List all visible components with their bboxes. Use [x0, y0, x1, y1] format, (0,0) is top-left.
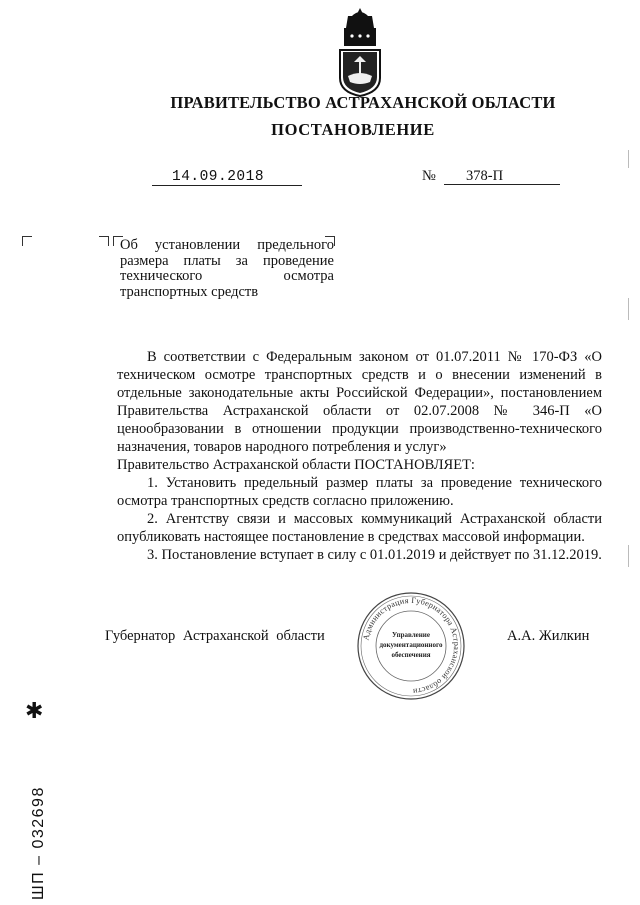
resolves-paragraph: Правительство Астраханской области ПОСТАНОВЛЯЕТ: — [117, 457, 475, 473]
subject-corner-mark-left — [99, 236, 109, 246]
document-body — [117, 348, 602, 564]
document-type-heading: ПОСТАНОВЛЕНИЕ — [271, 120, 435, 139]
coat-of-arms-emblem — [330, 6, 390, 98]
side-serial-code-text: ШП – 032698 — [30, 786, 47, 900]
asterisk-mark: ✱ — [25, 699, 44, 724]
document-subject: Об установлении предельного размера платы за проведение технического осмотра транспортных средств — [120, 237, 334, 300]
document-date: 14.09.2018 — [152, 169, 302, 186]
preamble-paragraph: В соответствии с Федеральным законом от 01.07.2011 № 170-ФЗ «О техническом осмотре транспортных средств и о внесении изменений в отдельные законодательные акты Российской Федерации», постановлением Правительства Астраханской области от 02.07.2008 № 346-П «О ценообразовании в отношении продукции производственно-технического назначения, товаров народного потребления и услуг» — [117, 349, 602, 455]
resolution-item: 3. Постановление вступает в силу с 01.01.2019 и действует по 31.12.2019. — [147, 547, 602, 563]
seal-center-line: документационного — [379, 641, 443, 649]
number-sign: № — [422, 168, 436, 184]
official-seal — [355, 590, 467, 702]
document-number: 378-П — [444, 168, 560, 185]
right-margin-tick — [628, 298, 629, 320]
left-margin-corner-mark — [22, 236, 32, 246]
seal-center-line: Управление — [392, 631, 430, 639]
seal-center-line: обеспечения — [391, 651, 431, 659]
seal-ring-text: Администрация Губернатора Астраханской области — [361, 595, 462, 697]
organization-heading: ПРАВИТЕЛЬСТВО АСТРАХАНСКОЙ ОБЛАСТИ — [170, 93, 556, 112]
signatory-name: А.А. Жилкин — [507, 628, 590, 644]
resolution-item: 1. Установить предельный размер платы за проведение технического осмотра транспортных средств согласно приложению. — [117, 475, 602, 509]
right-margin-tick — [628, 545, 629, 567]
resolution-item: 2. Агентству связи и массовых коммуникаций Астраханской области опубликовать настоящее постановление в средствах массовой информации. — [117, 511, 602, 545]
side-serial-code — [10, 740, 50, 900]
signatory-title: Губернатор Астраханской области — [105, 628, 325, 644]
right-margin-tick — [628, 150, 629, 168]
